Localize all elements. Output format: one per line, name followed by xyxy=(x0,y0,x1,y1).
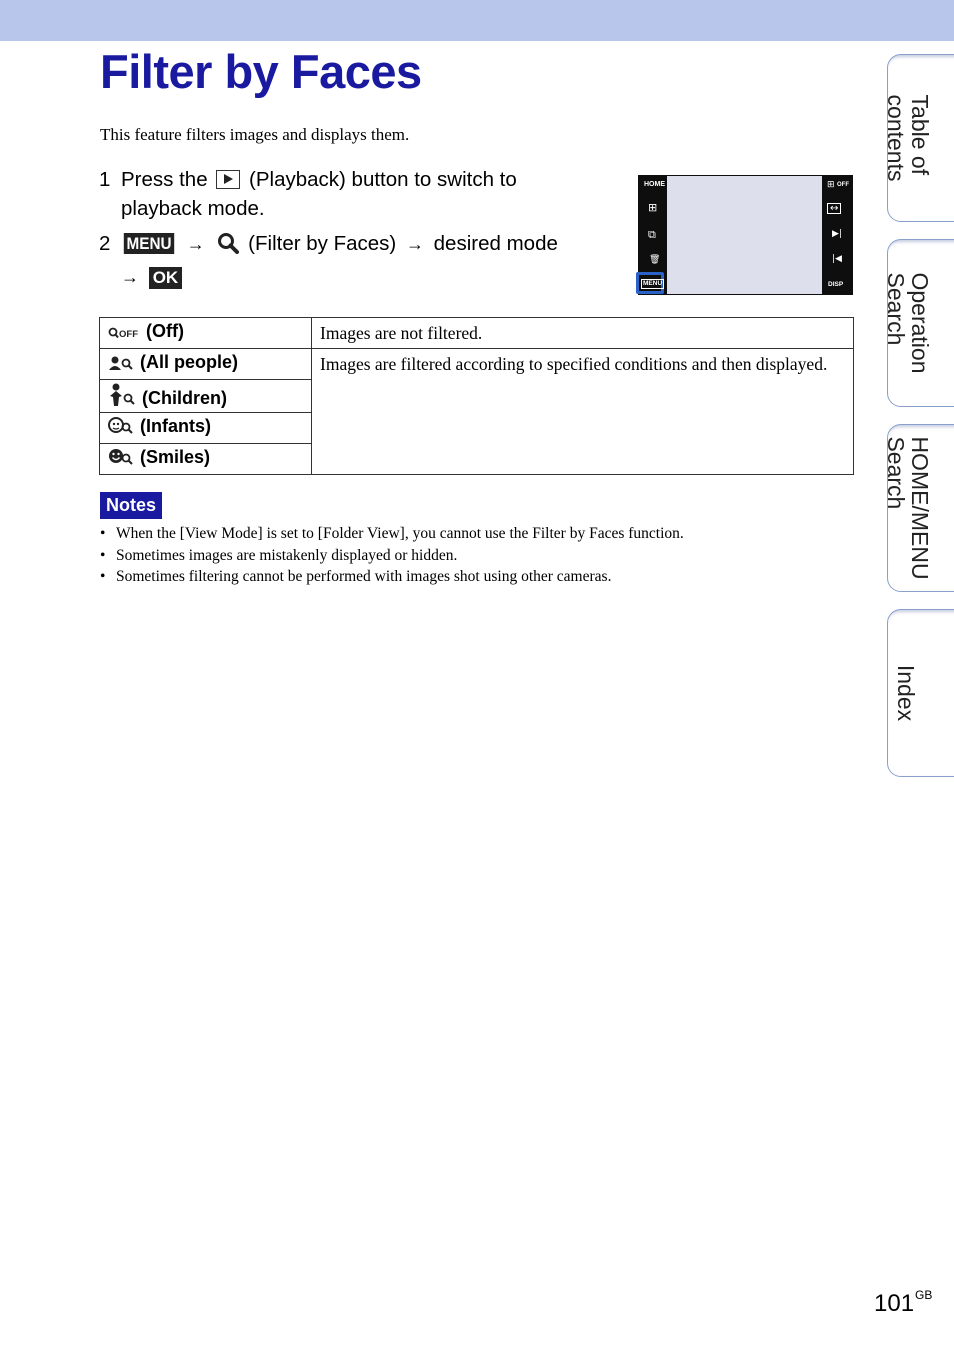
face-off-icon xyxy=(108,324,140,345)
mode-label: (All people) xyxy=(140,352,238,372)
mode-label: (Children) xyxy=(142,388,227,408)
list-item: • When the [View Mode] is set to [Folder View], you cannot use the Filter by Faces function. xyxy=(100,523,840,545)
description-cell xyxy=(312,318,854,349)
step-number: 2 xyxy=(99,232,111,255)
tab-label: HOME/MENU xyxy=(907,436,933,580)
home-label: HOME xyxy=(644,181,665,188)
page-number-value: 101 xyxy=(874,1290,915,1317)
svg-text:OFF: OFF xyxy=(119,329,138,340)
table-row xyxy=(100,318,854,349)
filter-modes-table xyxy=(99,317,854,475)
intro-text: This feature filters images and displays them. xyxy=(100,125,410,144)
tab-label: Index xyxy=(893,664,919,722)
step-2 xyxy=(99,229,619,293)
step-text: Press the xyxy=(121,168,208,191)
mode-cell xyxy=(100,349,312,380)
step-text: (Filter by Faces) xyxy=(248,232,397,255)
mode-cell xyxy=(100,444,312,475)
notes-label: Notes xyxy=(100,492,162,519)
menu-button-icon: MENU xyxy=(124,233,174,254)
children-icon xyxy=(108,383,136,412)
table-row xyxy=(100,349,854,380)
arrow-icon: → xyxy=(121,267,139,287)
disp-label: DISP xyxy=(828,281,844,288)
trash-icon: 🗑 xyxy=(649,255,661,265)
page-title: Filter by Faces xyxy=(100,45,422,98)
tab-operation-search[interactable] xyxy=(883,239,954,407)
tab-label: Table of xyxy=(907,94,933,176)
tab-label: contents xyxy=(883,94,909,182)
ok-button-icon: OK xyxy=(149,267,183,289)
tab-label: Search xyxy=(883,272,909,346)
step-1 xyxy=(99,165,619,225)
tab-label: Operation xyxy=(907,272,933,374)
camera-screen-illustration xyxy=(638,175,853,295)
swap-icon: ↔ xyxy=(827,203,841,214)
prev-icon: |◀ xyxy=(832,254,842,264)
infants-icon xyxy=(108,417,134,440)
page-suffix: GB xyxy=(915,1288,933,1302)
step-text: playback mode. xyxy=(121,197,265,220)
description-cell xyxy=(312,349,854,475)
mode-cell xyxy=(100,413,312,444)
mode-cell xyxy=(100,318,312,349)
screen-view-area xyxy=(667,176,822,294)
all-people-icon xyxy=(108,355,134,376)
notes-list xyxy=(100,523,840,588)
page-number xyxy=(874,1290,932,1318)
off-label: OFF xyxy=(837,182,849,188)
list-item: • Sometimes filtering cannot be performed with images shot using other cameras. xyxy=(100,566,840,588)
copy-icon: ⧉ xyxy=(648,228,656,241)
grid-icon: ⊞ xyxy=(648,201,658,214)
step-text: (Playback) button to switch to xyxy=(249,168,517,191)
tab-home-menu-search[interactable] xyxy=(883,424,954,592)
next-icon: ▶| xyxy=(832,229,842,239)
tab-index[interactable] xyxy=(887,609,954,777)
description-text: Images are filtered according to specified conditions and then displayed. xyxy=(320,354,828,374)
step-text: desired mode xyxy=(433,232,558,255)
mode-label: (Infants) xyxy=(140,416,211,436)
list-item: • Sometimes images are mistakenly displayed or hidden. xyxy=(100,545,840,567)
menu-selected-highlight xyxy=(636,272,664,294)
description-text: Images are not filtered. xyxy=(320,323,483,343)
tab-label: Search xyxy=(883,436,909,510)
filter-faces-icon xyxy=(217,232,239,262)
view-off-icon: ⊞ xyxy=(827,180,835,190)
step-number: 1 xyxy=(99,168,111,191)
arrow-icon: → xyxy=(186,234,205,254)
mode-label: (Smiles) xyxy=(140,447,211,467)
mode-label: (Off) xyxy=(146,321,184,341)
top-banner xyxy=(0,0,954,41)
smiles-icon xyxy=(108,448,134,471)
menu-label: MENU xyxy=(643,280,663,287)
arrow-icon: → xyxy=(405,234,424,254)
tab-table-of-contents[interactable] xyxy=(883,54,954,222)
playback-icon xyxy=(216,170,240,189)
mode-cell xyxy=(100,380,312,413)
